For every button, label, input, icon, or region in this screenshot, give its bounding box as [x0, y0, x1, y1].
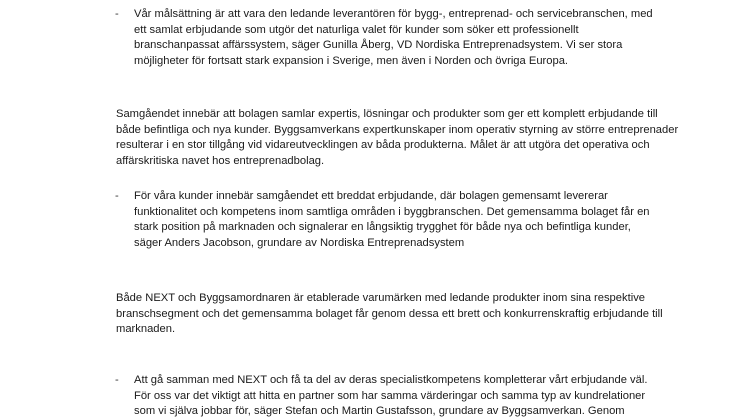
text-line: säger Anders Jacobson, grundare av Nordiska Entreprenadsystem	[134, 236, 465, 249]
bullet-marker: -	[115, 8, 119, 20]
text-line: funktionalitet och kompetens inom samtliga områden i byggbranschen. Det gemensamma bolaget får en	[134, 205, 650, 218]
text-line: För oss var det viktigt att hitta en partner som har samma värderingar och samma typ av kundrelationer	[134, 389, 646, 402]
text-line: både befintliga och nya kunder. Byggsamverkans expertkunskaper inom operativ styrning av större entreprenader	[116, 123, 679, 136]
text-line: som vi själva jobbar för, säger Stefan och Martin Gustafsson, grundare av Byggsamverkan. Genom	[134, 405, 625, 418]
text-line: stark position på marknaden och signalerar en långsiktig trygghet för både nya och befintliga kunder,	[134, 221, 631, 234]
text-line: För våra kunder innebär samgåendet ett breddat erbjudande, där bolagen gemensamt levererar	[134, 190, 608, 202]
text-line: ett samlat erbjudande som utgör det naturliga valet för kunder som söker ett professionellt	[134, 23, 579, 36]
text-line: Samgåendet innebär att bolagen samlar expertis, lösningar och produkter som ger ett komplett erbjudande till	[116, 108, 658, 120]
text-line: resulterar i en stor tillgång vid vidareutvecklingen av båda produkterna. Målet är att utgöra det operativa och	[116, 139, 650, 152]
text-line: branschanpassat affärssystem, säger Gunilla Åberg, VD Nordiska Entreprenadsystem. Vi ser stora	[134, 39, 623, 52]
text-line: marknaden.	[116, 323, 176, 336]
text-line: möjligheter för fortsatt stark expansion i Sverige, men även i Norden och övriga Europa.	[134, 54, 569, 67]
bullet-paragraph-aberg-quote	[134, 7, 674, 69]
text-line: Att gå samman med NEXT och få ta del av deras specialistkompetens kompletterar vårt erbjudande väl.	[134, 374, 648, 386]
paragraph-merger-expertise	[116, 107, 679, 169]
text-line: Vår målsättning är att vara den ledande leverantören för bygg-, entreprenad- och servicebranschen, med	[134, 8, 653, 20]
bullet-marker: -	[115, 190, 119, 202]
text-line: affärskritiska navet hos entreprenadbolag.	[116, 154, 325, 167]
bullet-marker: -	[115, 374, 119, 386]
paragraph-brands	[116, 291, 676, 338]
bullet-paragraph-gustafsson-quote	[134, 373, 674, 420]
bullet-paragraph-jacobson-quote	[134, 189, 674, 251]
text-line: Både NEXT och Byggsamordnaren är etablerade varumärken med ledande produkter inom sina respektive	[116, 292, 646, 304]
text-line: branschsegment och det gemensamma bolaget får genom dessa ett brett och konkurrenskraftig erbjudande till	[116, 307, 663, 320]
